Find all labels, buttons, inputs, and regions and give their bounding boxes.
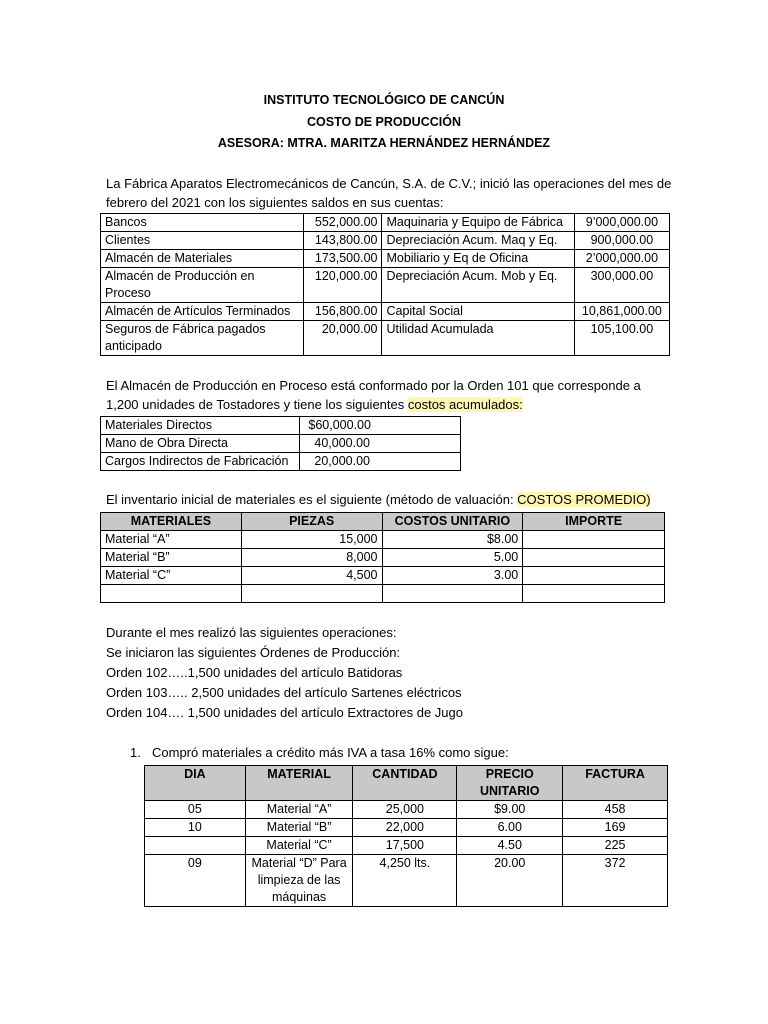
table-row	[101, 567, 665, 585]
purchase-invoice: 458	[563, 801, 668, 819]
account-name: Seguros de Fábrica pagados anticipado	[101, 321, 304, 356]
pieces	[241, 585, 382, 603]
account-value: 552,000.00	[304, 214, 382, 232]
cost-label: Materiales Directos	[101, 417, 300, 435]
purchase-text: Compró materiales a crédito más IVA a tasa 16% como sigue:	[152, 745, 509, 760]
purchase-unit-price: 20.00	[457, 855, 563, 907]
cost-value: $60,000.00	[300, 417, 461, 435]
pieces: 15,000	[241, 531, 382, 549]
account-name: Utilidad Acumulada	[382, 321, 574, 356]
purchase-day: 05	[145, 801, 246, 819]
item-number: 1.	[130, 745, 141, 760]
wip-text: El Almacén de Producción en Proceso está conformado por la Orden 101 que corresponde a 1,200 unidades de Tostadores y tiene los siguientes	[106, 378, 641, 412]
table-row	[101, 214, 670, 232]
advisor-title: ASESORA: MTRA. MARITZA HERNÁNDEZ HERNÁNDEZ	[217, 136, 551, 150]
table-row	[101, 549, 665, 567]
amount	[523, 531, 665, 549]
pieces: 8,000	[241, 549, 382, 567]
account-name: Mobiliario y Eq de Oficina	[382, 250, 574, 268]
amount	[523, 567, 665, 585]
table-row	[145, 855, 668, 907]
purchase-quantity: 17,500	[353, 837, 457, 855]
account-value: 2’000,000.00	[574, 250, 669, 268]
column-header: IMPORTE	[523, 513, 665, 531]
account-value: 10,861,000.00	[574, 303, 669, 321]
wip-costs-table	[100, 416, 461, 471]
intro-paragraph: La Fábrica Aparatos Electromecánicos de Cancún, S.A. de C.V.; inició las operaciones del mes de febrero del 2021 con los siguientes saldos en sus cuentas:	[106, 176, 672, 210]
purchase-material: Material “C”	[245, 837, 353, 855]
amount	[523, 549, 665, 567]
column-header: CANTIDAD	[353, 766, 457, 801]
purchase-material: Material “B”	[245, 819, 353, 837]
operations-intro: Durante el mes realizó las siguientes operaciones:	[106, 625, 397, 640]
purchase-day	[145, 837, 246, 855]
cost-value: 20,000.00	[300, 453, 461, 471]
table-row	[101, 417, 461, 435]
balances-table	[100, 213, 670, 356]
column-header: PRECIO UNITARIO	[457, 766, 563, 801]
orders-intro: Se iniciaron las siguientes Órdenes de Producción:	[106, 645, 401, 660]
account-name: Almacén de Materiales	[101, 250, 304, 268]
column-header: MATERIAL	[245, 766, 353, 801]
table-row	[101, 453, 461, 471]
purchase-quantity: 4,250 lts.	[353, 855, 457, 907]
material-name	[101, 585, 242, 603]
account-name: Depreciación Acum. Mob y Eq.	[382, 268, 574, 303]
material-name: Material “C”	[101, 567, 242, 585]
table-header-row	[101, 513, 665, 531]
order-line: Orden 104…. 1,500 unidades del artículo Extractores de Jugo	[106, 705, 463, 720]
inventory-highlight: COSTOS PROMEDIO)	[517, 492, 651, 507]
account-value: 20,000.00	[304, 321, 382, 356]
table-row	[101, 232, 670, 250]
purchase-invoice: 225	[563, 837, 668, 855]
account-value: 300,000.00	[574, 268, 669, 303]
column-header: COSTOS UNITARIO	[382, 513, 523, 531]
account-name: Almacén de Producción en Proceso	[101, 268, 304, 303]
table-row	[145, 819, 668, 837]
account-value: 143,800.00	[304, 232, 382, 250]
inventory-paragraph	[106, 492, 651, 507]
account-name: Depreciación Acum. Maq y Eq.	[382, 232, 574, 250]
table-row	[101, 303, 670, 321]
account-value: 173,500.00	[304, 250, 382, 268]
account-value: 900,000.00	[574, 232, 669, 250]
inventory-table	[100, 512, 665, 603]
purchase-unit-price: 6.00	[457, 819, 563, 837]
purchase-material: Material “A”	[245, 801, 353, 819]
purchase-quantity: 25,000	[353, 801, 457, 819]
purchase-invoice: 372	[563, 855, 668, 907]
table-row	[101, 268, 670, 303]
column-header: DIA	[145, 766, 246, 801]
unit-cost: 3.00	[382, 567, 523, 585]
account-name: Clientes	[101, 232, 304, 250]
cost-label: Mano de Obra Directa	[101, 435, 300, 453]
cost-label: Cargos Indirectos de Fabricación	[101, 453, 300, 471]
table-row	[101, 585, 665, 603]
purchase-day: 09	[145, 855, 246, 907]
pieces: 4,500	[241, 567, 382, 585]
wip-highlight: costos acumulados:	[407, 397, 523, 412]
material-name: Material “A”	[101, 531, 242, 549]
order-line: Orden 103….. 2,500 unidades del artículo Sartenes eléctricos	[106, 685, 462, 700]
purchase-material: Material “D” Para limpieza de las máquinas	[245, 855, 353, 907]
unit-cost: $8.00	[382, 531, 523, 549]
purchase-unit-price: 4.50	[457, 837, 563, 855]
material-name: Material “B”	[101, 549, 242, 567]
column-header: FACTURA	[563, 766, 668, 801]
order-line: Orden 102…..1,500 unidades del artículo Batidoras	[106, 665, 403, 680]
table-row	[101, 531, 665, 549]
wip-paragraph	[106, 376, 676, 414]
cost-value: 40,000.00	[300, 435, 461, 453]
table-row	[145, 837, 668, 855]
table-header-row	[145, 766, 668, 801]
account-name: Capital Social	[382, 303, 574, 321]
table-row	[101, 435, 461, 453]
account-name: Maquinaria y Equipo de Fábrica	[382, 214, 574, 232]
inventory-text: El inventario inicial de materiales es el siguiente (método de valuación:	[106, 492, 518, 507]
table-row	[101, 321, 670, 356]
column-header: MATERIALES	[101, 513, 242, 531]
account-value: 120,000.00	[304, 268, 382, 303]
table-row	[145, 801, 668, 819]
purchase-invoice: 169	[563, 819, 668, 837]
unit-cost: 5.00	[382, 549, 523, 567]
account-value: 156,800.00	[304, 303, 382, 321]
purchase-day: 10	[145, 819, 246, 837]
table-row	[101, 250, 670, 268]
account-value: 105,100.00	[574, 321, 669, 356]
unit-cost	[382, 585, 523, 603]
purchase-quantity: 22,000	[353, 819, 457, 837]
purchase-unit-price: $9.00	[457, 801, 563, 819]
purchases-table	[144, 765, 668, 907]
account-name: Almacén de Artículos Terminados	[101, 303, 304, 321]
subject-title: COSTO DE PRODUCCIÓN	[307, 115, 461, 129]
institute-title: INSTITUTO TECNOLÓGICO DE CANCÚN	[263, 93, 505, 107]
account-name: Bancos	[101, 214, 304, 232]
account-value: 9’000,000.00	[574, 214, 669, 232]
column-header: PIEZAS	[241, 513, 382, 531]
amount	[523, 585, 665, 603]
